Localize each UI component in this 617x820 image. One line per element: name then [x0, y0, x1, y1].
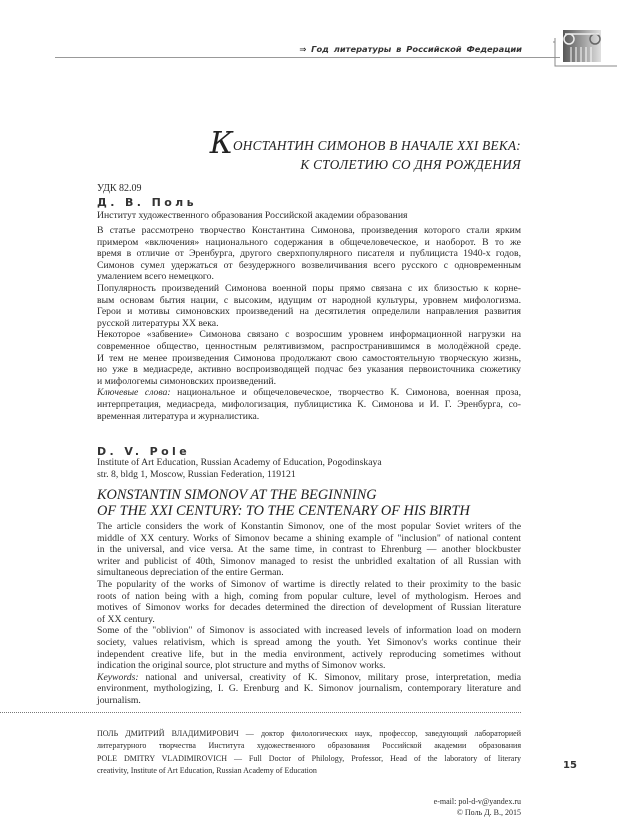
institute-ru: Институт художественного образования Российской академии образования — [97, 210, 408, 221]
keywords-line — [97, 411, 521, 423]
text-line: motives of Simonov works for decades determined the direction of development of Russian literature — [97, 602, 521, 614]
text-line: of XX century. — [97, 613, 155, 625]
text-line: The popularity of the works of Simonov of wartime is directly related to their proximity to the basic — [97, 578, 521, 590]
keywords-text: интерпретация, медиасреда, мифологизация, публицистика К. Симонова и И. Г. Эренбурга, со- — [97, 398, 521, 410]
text-line: Герои и мотивы симоновских произведений на десятилетия определили направления развития — [97, 306, 521, 318]
text-line: время в отличие от Эренбурга, другого сверхпопулярного писателя и публициста 1940-х годов, — [97, 248, 521, 260]
text-line: ПОЛЬ ДМИТРИЙ ВЛАДИМИРОВИЧ — доктор филологических наук, профессор, заведующий лабораторией — [97, 729, 521, 738]
keywords-text: национальное и общечеловеческое, творчество К. Симонова, военная проза, — [170, 387, 521, 399]
keywords-text: environment, mythologizing, I. G. Erenburg and K. Simonov journalism, contemporary literature and — [97, 683, 521, 695]
author-en: D. V. Pole — [97, 445, 191, 458]
keywords-text: journalism. — [97, 694, 141, 706]
text-line: но уже в медиасреде, активно воспроизводящей подчас без указания первоисточника сюжетику — [97, 364, 521, 376]
keywords-line — [97, 399, 521, 411]
article-title-ru-line1 — [210, 126, 521, 161]
keywords-text: временная литература и журналистика. — [97, 410, 260, 422]
article-title-en — [97, 487, 470, 519]
keywords-label: Ключевые слова: — [97, 387, 171, 399]
udk-code: УДК 82.09 — [97, 183, 142, 194]
text-line: Симонов сумел удержаться от безудержного возвеличивания всего русского с одновременным — [97, 259, 521, 271]
text-line: В статье рассмотрено творчество Константина Симонова, произведения которого стали ярким — [97, 225, 521, 236]
text-line: writer and publicist of 40th, Simonov managed to resist the unbridled exaltation of all Russian with — [97, 555, 521, 567]
text-line: The article considers the work of Konstantin Simonov, one of the most popular Soviet writers of the — [97, 521, 521, 532]
keywords-line — [97, 683, 521, 695]
running-header: ⇒ Год литературы в Российской Федерации — [299, 44, 522, 54]
title-initial: К — [209, 126, 233, 161]
ionic-column-capital-icon — [553, 30, 617, 68]
author-ru: Д. В. Поль — [97, 196, 197, 209]
dotted-divider — [0, 712, 521, 713]
text-line: Популярность произведений Симонова военной поры прямо связана с их близостью к корне- — [97, 282, 521, 294]
text-line: Some of the "oblivion" of Simonov is associated with increased levels of information load on modern — [97, 625, 521, 637]
text-line: умалением всего немецкого. — [97, 271, 214, 283]
keywords-label: Keywords: — [97, 671, 139, 683]
keywords-text: national and universal, creativity of K. Simonov, military prose, interpretation, media — [138, 671, 521, 683]
text-line: simultaneous depreciation of the entire German. — [97, 567, 284, 579]
text-line: русской литературы XX века. — [97, 317, 219, 329]
text-line: society, values relativism, which is spread among the youth. Yet Simonov's works continue their — [97, 636, 521, 648]
abstract-en — [97, 521, 521, 707]
institute-en-line: str. 8, bldg 1, Moscow, Russian Federation, 119121 — [97, 468, 296, 480]
text-line: roots of nation being with a high, coming from popular culture, level of mythologism. Heroes and — [97, 590, 521, 602]
institute-en-line: Institute of Art Education, Russian Academy of Education, Pogodinskaya — [97, 457, 382, 468]
title-line1-text: ОНСТАНТИН СИМОНОВ В НАЧАЛЕ XXI ВЕКА: — [232, 138, 521, 153]
header-rule — [55, 57, 560, 58]
abstract-ru — [97, 225, 521, 422]
institute-en — [97, 457, 382, 480]
title-en-line: KONSTANTIN SIMONOV AT THE BEGINNING — [97, 487, 377, 503]
author-email: e-mail: pol-d-v@yandex.ru — [433, 797, 521, 806]
copyright: © Поль Д. В., 2015 — [456, 808, 521, 817]
text-line: middle of XX century. Works of Simonov became a shining example of "inclusion" of national content — [97, 532, 521, 544]
text-line: вым основам бытия нации, с высоким, идущим от народной культуры, уровнем мифологизма. — [97, 294, 521, 306]
text-line: POLE DMITRY VLADIMIROVICH — Full Doctor of Philology, Professor, Head of the laboratory of literary — [97, 753, 521, 763]
keywords-line — [97, 672, 521, 684]
text-line: и мифологемы симоновских произведений. — [97, 375, 277, 387]
text-line: indication the original source, plot structure and myths of Simonov works. — [97, 660, 386, 672]
article-title-ru-line2: К СТОЛЕТИЮ СО ДНЯ РОЖДЕНИЯ — [300, 157, 521, 172]
text-line: примером «включения» национального содержания в общечеловеческое, и наоборот. В то же — [97, 236, 521, 248]
text-line: Некоторое «забвение» Симонова связано с возросшим уровнем информационной нагрузки на — [97, 329, 521, 341]
page-number: 15 — [563, 760, 577, 771]
text-line: современное общество, ценностным релятивизмом, распространившимся в молодёжной среде. — [97, 340, 521, 352]
text-line: литературного творчества Института художественного образования Российской академии образования — [97, 741, 521, 751]
text-line: И тем не менее произведения Симонова продолжают свою самостоятельную творческую жизнь, — [97, 352, 521, 364]
author-info — [97, 728, 521, 778]
title-en-line: OF THE XXI CENTURY: TO THE CENTENARY OF HIS BIRTH — [97, 503, 470, 519]
keywords-line — [97, 695, 521, 707]
text-line: creativity, Institute of Art Education, Russian Academy of Education — [97, 766, 317, 776]
keywords-line — [97, 387, 521, 399]
text-line: independent creative life, but in the media environment, actively reproducing sometimes without — [97, 648, 521, 660]
text-line: in the universal, and vice versa. At the same time, in contrast to Ehrenburg — another blockbuster — [97, 544, 521, 556]
